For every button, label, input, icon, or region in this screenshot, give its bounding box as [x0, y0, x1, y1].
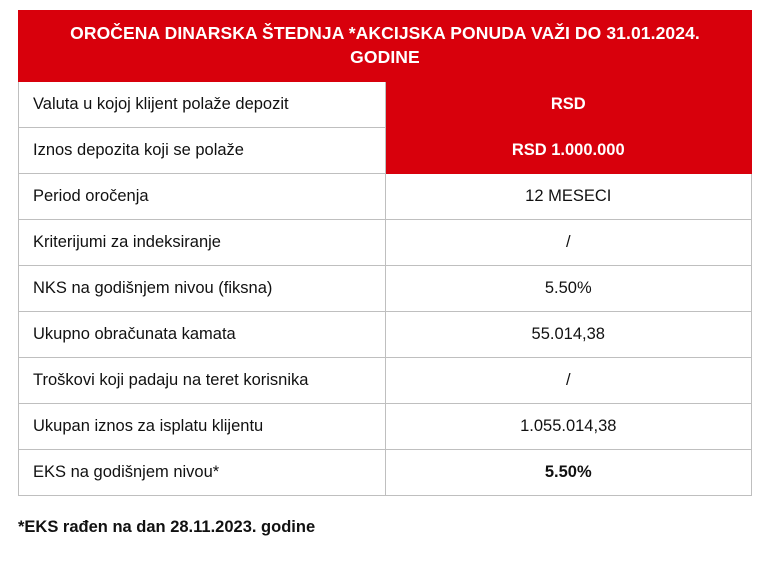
- row-label: Ukupno obračunata kamata: [19, 312, 386, 358]
- table-row: [19, 128, 752, 174]
- table-title: OROČENA DINARSKA ŠTEDNJA *AKCIJSKA PONUDA VAŽI DO 31.01.2024. GODINE: [19, 11, 752, 82]
- footnote-text: *EKS rađen na dan 28.11.2023. godine: [18, 518, 316, 536]
- row-label: Valuta u kojoj klijent polaže depozit: [19, 82, 386, 128]
- row-label: Iznos depozita koji se polaže: [19, 128, 386, 174]
- table-row: [19, 174, 752, 220]
- row-value: 5.50%: [385, 266, 752, 312]
- row-value: RSD 1.000.000: [385, 128, 752, 174]
- deposit-table-container: [18, 10, 752, 496]
- row-label: Ukupan iznos za isplatu klijentu: [19, 404, 386, 450]
- row-label: NKS na godišnjem nivou (fiksna): [19, 266, 386, 312]
- table-row: [19, 358, 752, 404]
- deposit-table: [18, 10, 752, 496]
- row-value: 55.014,38: [385, 312, 752, 358]
- table-row: [19, 450, 752, 496]
- row-value: 12 MESECI: [385, 174, 752, 220]
- row-label: EKS na godišnjem nivou*: [19, 450, 386, 496]
- row-value: /: [385, 358, 752, 404]
- table-row: [19, 82, 752, 128]
- row-value: 5.50%: [385, 450, 752, 496]
- row-label: Troškovi koji padaju na teret korisnika: [19, 358, 386, 404]
- row-label: Kriterijumi za indeksiranje: [19, 220, 386, 266]
- row-value: 1.055.014,38: [385, 404, 752, 450]
- table-row: [19, 220, 752, 266]
- row-value: RSD: [385, 82, 752, 128]
- row-value: /: [385, 220, 752, 266]
- row-label: Period oročenja: [19, 174, 386, 220]
- table-row: [19, 266, 752, 312]
- table-header-row: [19, 11, 752, 82]
- table-row: [19, 404, 752, 450]
- table-row: [19, 312, 752, 358]
- deposit-table-body: [19, 11, 752, 496]
